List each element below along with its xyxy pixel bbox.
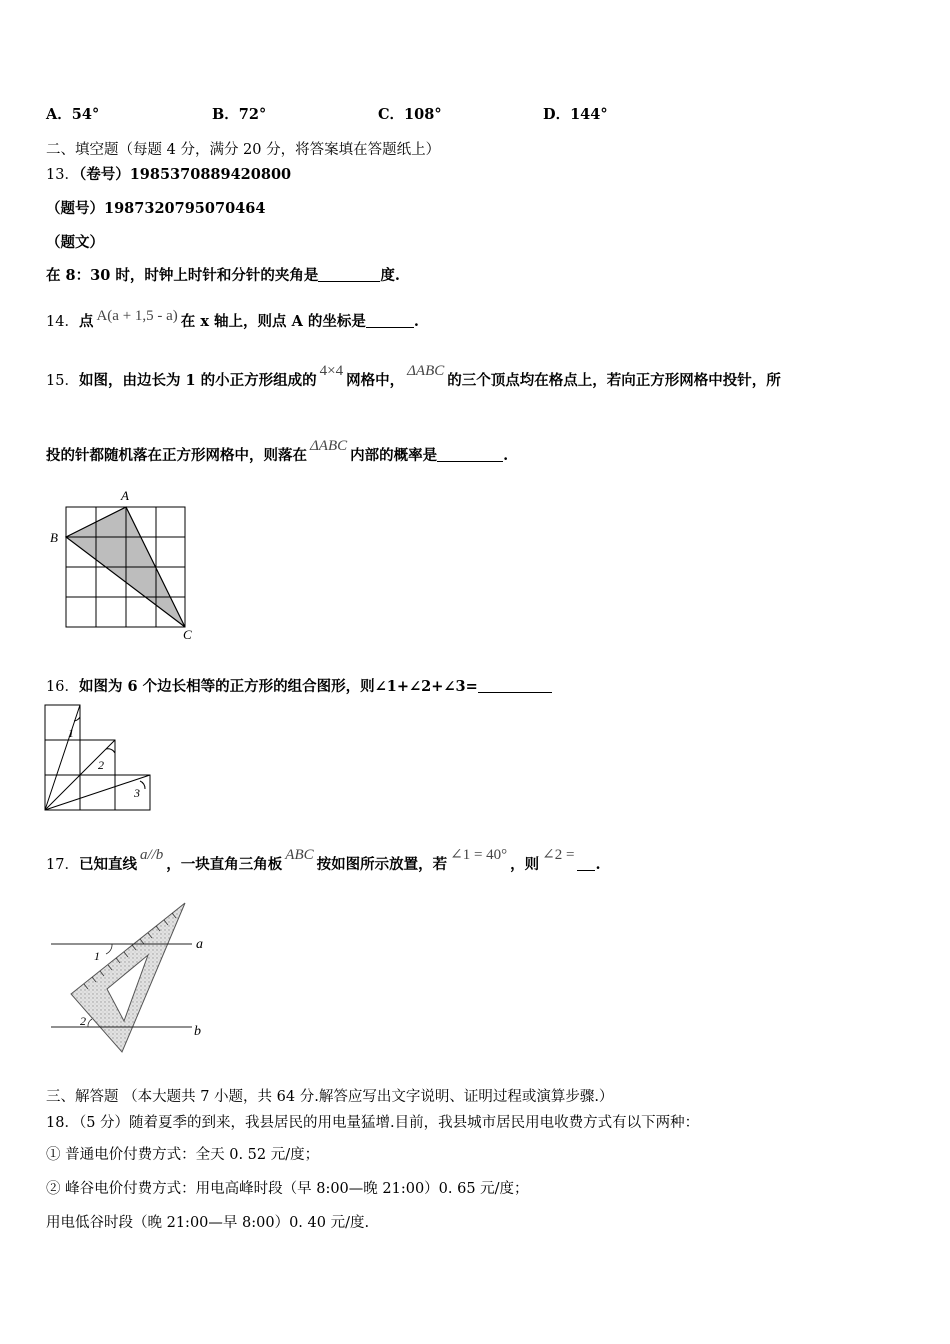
triangle-math: ΔABC — [407, 363, 445, 379]
option-c: C．108° — [378, 106, 442, 123]
q18-way1: ① 普通电价付费方式：全天 0. 52 元/度； — [46, 1147, 320, 1163]
q16: 16．如图为 6 个边长相等的正方形的组合图形，则∠1+∠2+∠3= — [46, 675, 552, 696]
q18-way2: ② 峰谷电价付费方式：用电高峰时段（早 8:00—晚 21:00）0. 65 元/度； — [46, 1181, 529, 1197]
q14: 14．点 A(a + 1,5 - a) 在 x 轴上，则点 A 的坐标是 . — [46, 308, 419, 330]
angle-2-label: 2 — [80, 1014, 86, 1028]
q13-paper-id: 13．（卷号）1985370889420800 — [46, 166, 292, 183]
answer-blank — [318, 267, 380, 282]
grid-size-math: 4×4 — [319, 363, 344, 379]
answer-blank — [478, 678, 552, 693]
angle2-math: ∠2 = — [542, 847, 575, 863]
answer-blank — [366, 313, 414, 328]
section3-heading: 三、解答题 （本大题共 7 小题，共 64 分.解答应写出文字说明、证明过程或演算步骤.） — [46, 1089, 614, 1105]
line-a-label: a — [196, 937, 203, 952]
triangle-abc-math: ABC — [285, 847, 314, 863]
section2-heading: 二、填空题（每题 4 分，满分 20 分，将答案填在答题纸上） — [46, 142, 441, 158]
q15-grid-figure — [44, 486, 204, 644]
vertex-label-c: C — [183, 627, 192, 642]
angle-1-label: 1 — [68, 726, 74, 740]
angle-2-label: 2 — [98, 758, 104, 772]
q17: 17．已知直线a//b，一块直角三角板ABC按如图所示放置，若∠1 = 40°，则∠2 =. — [46, 847, 601, 873]
angle-1-label: 1 — [94, 949, 100, 963]
option-d: D．144° — [543, 106, 608, 123]
q17-triangle-ruler-figure — [44, 897, 219, 1062]
set-square — [71, 903, 185, 1052]
q18-way2-cont: 用电低谷时段（晚 21:00—早 8:00）0. 40 元/度. — [46, 1215, 370, 1231]
q15-line1: 15．如图，由边长为 1 的小正方形组成的4×4网格中，ΔABC的三个顶点均在格点上，若向正方形网格中投针，所 — [46, 363, 781, 389]
q13-text-label: （题文） — [46, 234, 104, 251]
angle1-math: ∠1 = 40° — [450, 847, 508, 863]
q18-intro: 18．（5 分）随着夏季的到来，我县居民的用电量猛增.目前，我县城市居民用电收费方式有以下两种： — [46, 1115, 700, 1131]
option-b: B．72° — [212, 106, 267, 123]
answer-blank — [577, 856, 595, 871]
point-expression: A(a + 1,5 - a) — [96, 308, 178, 324]
line-b-label: b — [194, 1024, 201, 1039]
q16-squares-figure — [44, 703, 154, 813]
option-a: A．54° — [46, 106, 100, 123]
vertex-label-b: B — [50, 530, 58, 545]
vertex-label-a: A — [121, 488, 129, 503]
answer-blank — [437, 447, 503, 462]
q15-line2: 投的针都随机落在正方形网格中，则落在ΔABC内部的概率是 . — [46, 438, 509, 464]
parallel-math: a//b — [139, 847, 164, 863]
triangle-math: ΔABC — [310, 438, 348, 454]
angle-3-label: 3 — [134, 786, 140, 800]
q13-question-id: （题号）1987320795070464 — [46, 200, 266, 217]
q13-body: 在 8：30 时，时钟上时针和分针的夹角是 度. — [46, 267, 400, 284]
